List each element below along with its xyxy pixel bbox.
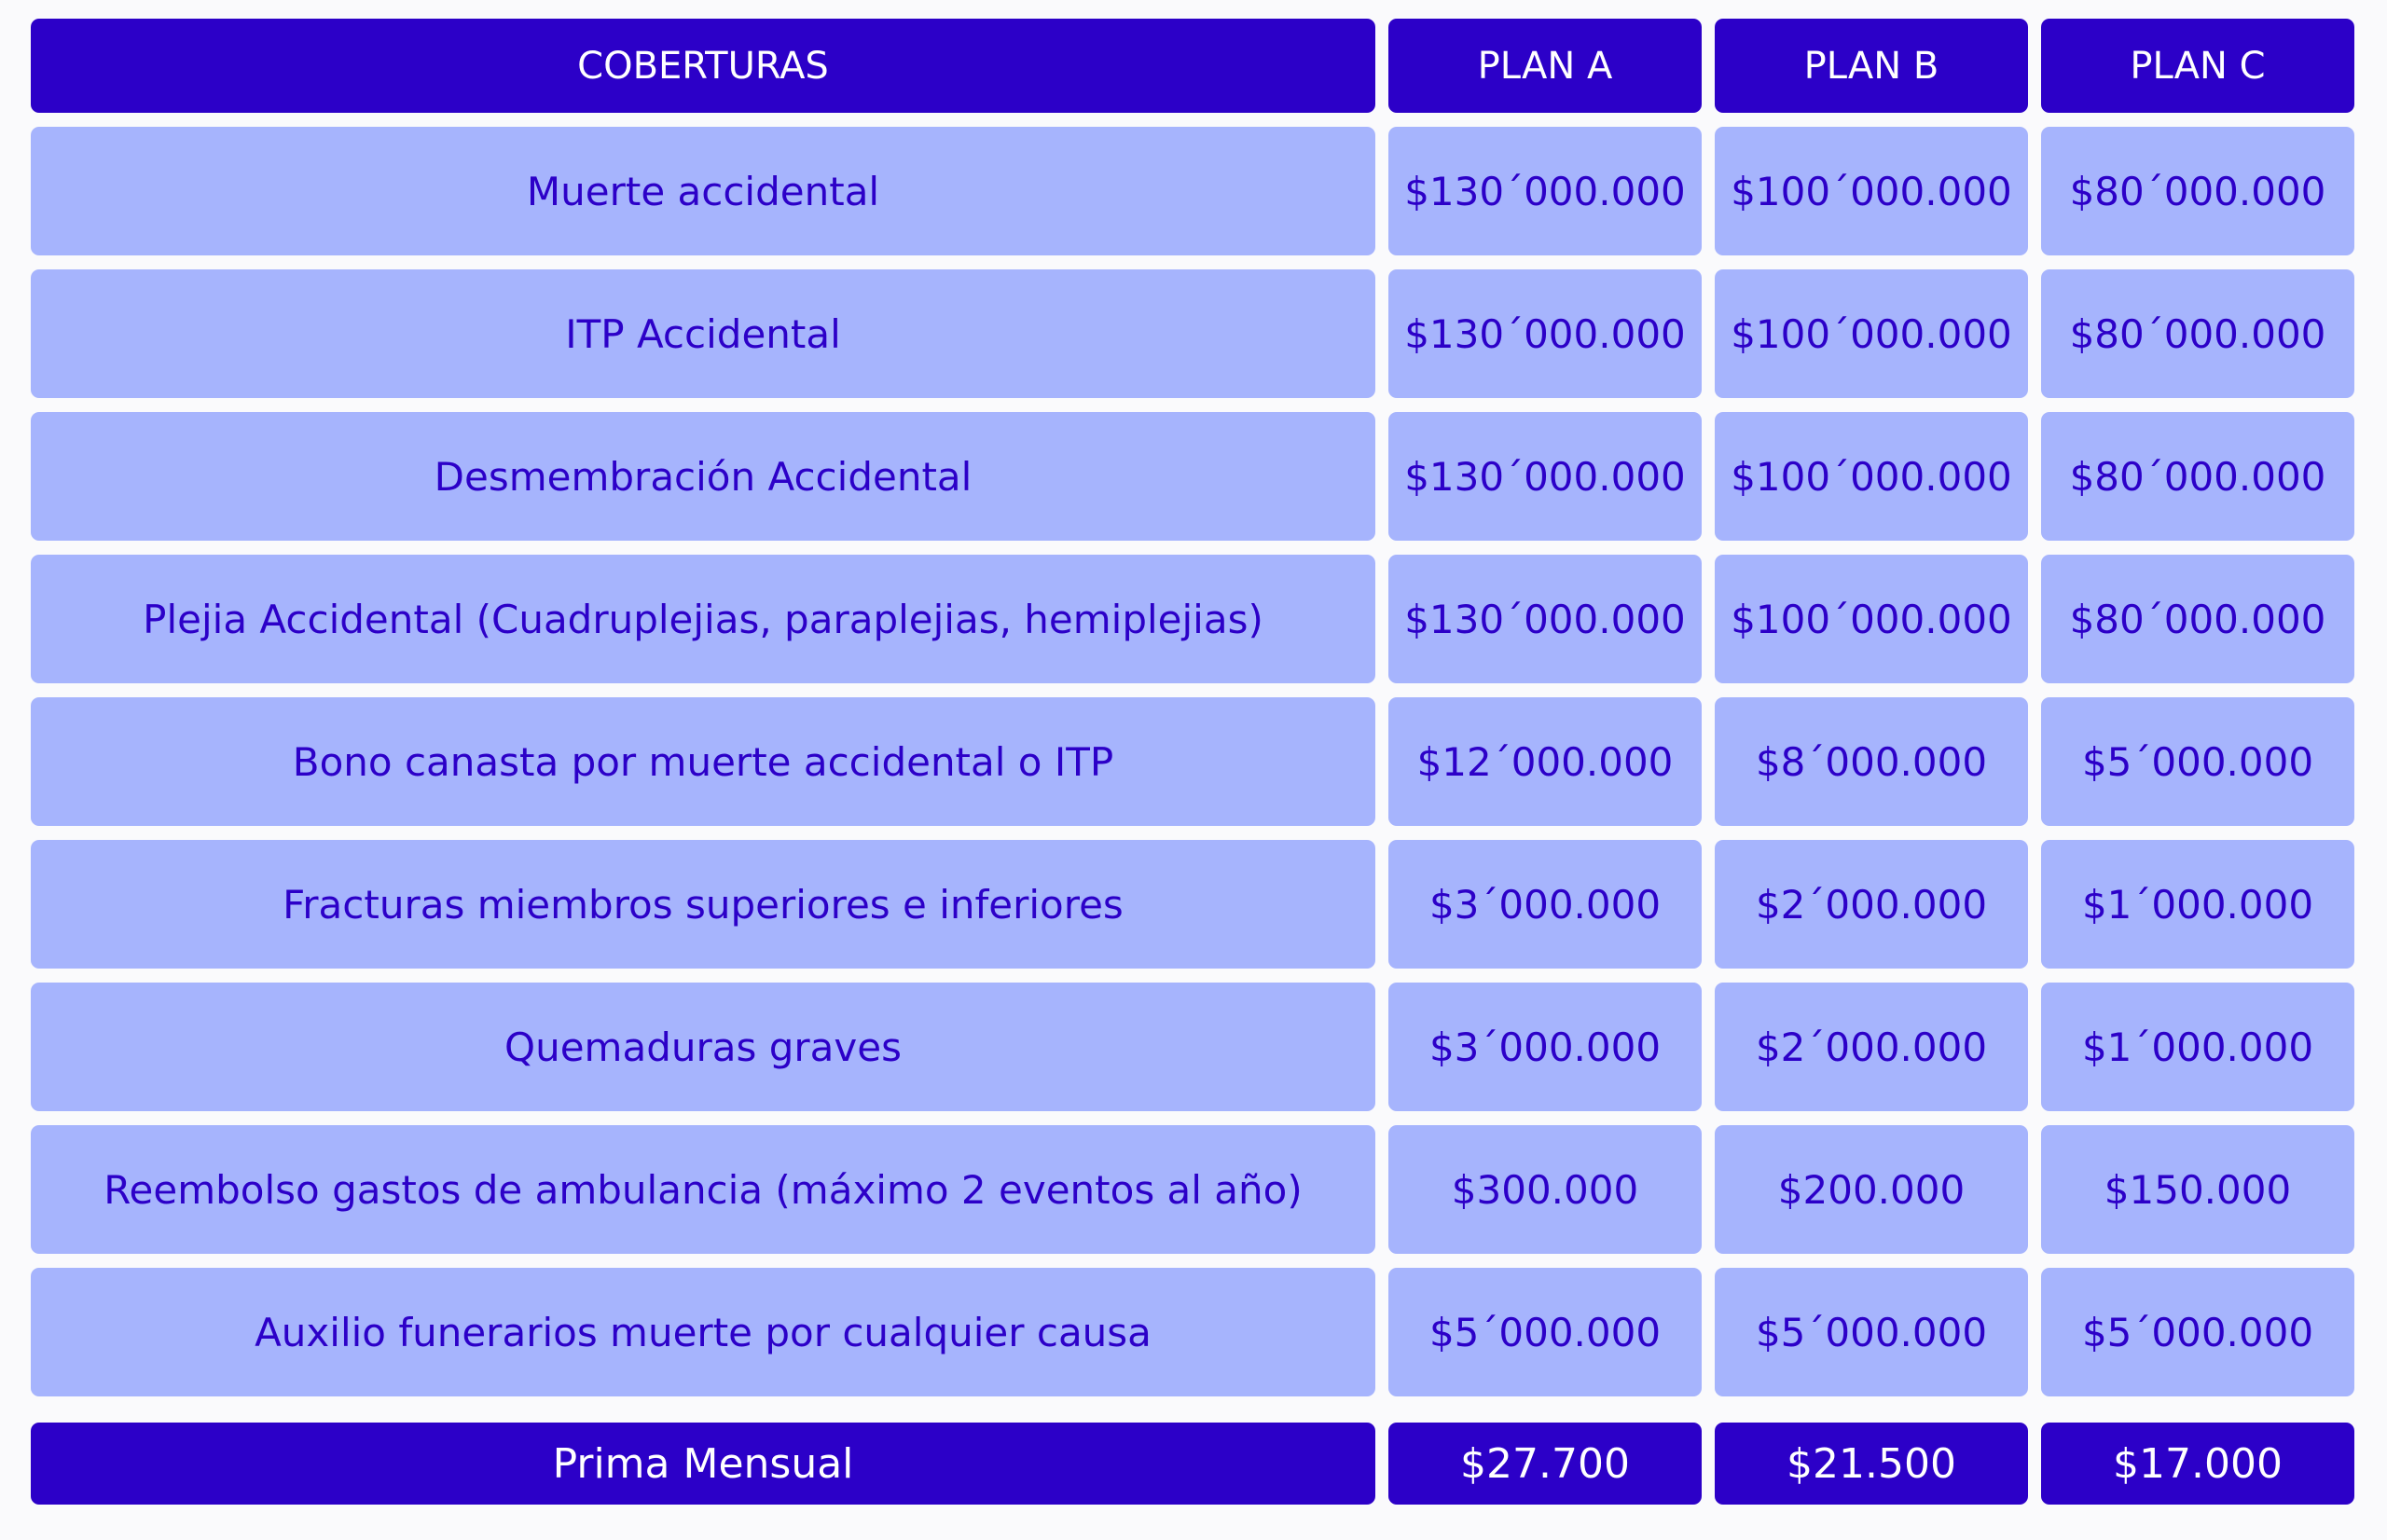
plan-b-value: $5´000.000 [1715, 1268, 2028, 1396]
coverage-label: Fracturas miembros superiores e inferiores [31, 840, 1375, 969]
coverage-label: Plejia Accidental (Cuadruplejias, paraplejias, hemiplejias) [31, 555, 1375, 683]
plan-b-value: $2´000.000 [1715, 983, 2028, 1111]
plan-a-value: $130´000.000 [1388, 127, 1702, 255]
premium-plan-b: $21.500 [1715, 1423, 2028, 1505]
coverage-label: Quemaduras graves [31, 983, 1375, 1111]
plan-c-value: $80´000.000 [2041, 127, 2354, 255]
header-coverage: COBERTURAS [31, 19, 1375, 113]
plan-c-value: $1´000.000 [2041, 840, 2354, 969]
plan-a-value: $130´000.000 [1388, 269, 1702, 398]
plan-b-value: $8´000.000 [1715, 697, 2028, 826]
plan-a-value: $5´000.000 [1388, 1268, 1702, 1396]
premium-plan-c: $17.000 [2041, 1423, 2354, 1505]
plan-b-value: $100´000.000 [1715, 269, 2028, 398]
header-plan-c: PLAN C [2041, 19, 2354, 113]
header-plan-b: PLAN B [1715, 19, 2028, 113]
footer-label: Prima Mensual [31, 1423, 1375, 1505]
plan-a-value: $130´000.000 [1388, 412, 1702, 541]
plan-c-value: $5´000.000 [2041, 1268, 2354, 1396]
plan-c-value: $80´000.000 [2041, 412, 2354, 541]
plan-c-value: $80´000.000 [2041, 555, 2354, 683]
coverage-label: ITP Accidental [31, 269, 1375, 398]
plan-c-value: $80´000.000 [2041, 269, 2354, 398]
plan-c-value: $1´000.000 [2041, 983, 2354, 1111]
plan-c-value: $150.000 [2041, 1125, 2354, 1254]
coverage-label: Muerte accidental [31, 127, 1375, 255]
plan-b-value: $100´000.000 [1715, 127, 2028, 255]
plan-c-value: $5´000.000 [2041, 697, 2354, 826]
coverage-table [31, 19, 2354, 1505]
plan-b-value: $2´000.000 [1715, 840, 2028, 969]
plan-b-value: $100´000.000 [1715, 412, 2028, 541]
plan-b-value: $100´000.000 [1715, 555, 2028, 683]
plan-a-value: $3´000.000 [1388, 983, 1702, 1111]
plan-b-value: $200.000 [1715, 1125, 2028, 1254]
coverage-label: Desmembración Accidental [31, 412, 1375, 541]
plan-a-value: $130´000.000 [1388, 555, 1702, 683]
plan-a-value: $12´000.000 [1388, 697, 1702, 826]
premium-plan-a: $27.700 [1388, 1423, 1702, 1505]
coverage-label: Auxilio funerarios muerte por cualquier causa [31, 1268, 1375, 1396]
plan-a-value: $300.000 [1388, 1125, 1702, 1254]
coverage-label: Bono canasta por muerte accidental o ITP [31, 697, 1375, 826]
plan-a-value: $3´000.000 [1388, 840, 1702, 969]
header-plan-a: PLAN A [1388, 19, 1702, 113]
coverage-label: Reembolso gastos de ambulancia (máximo 2 eventos al año) [31, 1125, 1375, 1254]
